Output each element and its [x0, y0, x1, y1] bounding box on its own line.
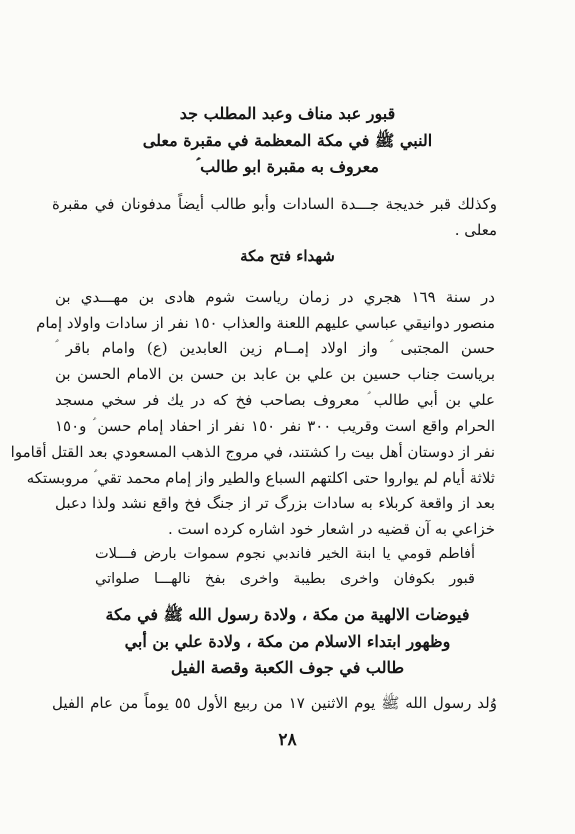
- body-line-7: نفر از دوستان أهل بيت را كشتند، في مروج الذهب المسعودي بعد القتل أقاموا: [10, 443, 495, 461]
- poem-line-1-second-hemistich: نجوم سموات بارض فـــلات: [95, 546, 266, 562]
- poem-line-1: [95, 546, 475, 562]
- body-line-9: بعد از واقعة كربلاء به سادات بزرگ تر از جنگ فخ واقع نشد ولذا دعبل: [55, 494, 495, 512]
- body-line-1: در سنة ١٦٩ هجري در زمان رياست شوم هادى بن مهـــدي بن: [55, 288, 495, 306]
- intro-line-2: معلى .: [454, 221, 497, 239]
- poem-line-2-second-hemistich: واخرى بفخ نالهـــا صلواتي: [95, 571, 280, 587]
- subheading-line-2: وظهور ابتداء الاسلام من مكة ، ولادة علي بن أبي: [124, 632, 451, 651]
- body-line-4: بریاست جناب حسين بن علي بن عابد بن حسن بن الامام الحسن بن: [55, 365, 495, 383]
- body-line-3: حسن المجتبى ؑ واز اولاد إمــام زين العابدين (ع) وامام باقر ؑ: [55, 339, 495, 357]
- poem-line-1-first-hemistich: أفاطم قومي يا ابنة الخير فاندبي: [272, 546, 476, 562]
- body-line-2: منصور دوانيقي عباسي عليهم اللعنة والعذاب ١٥٠ نفر از سادات واولاد إمام: [36, 314, 495, 332]
- section-title: شهداء فتح مكة: [240, 247, 335, 265]
- page-number: ٢٨: [278, 730, 297, 750]
- poem-line-2: [95, 571, 475, 587]
- body-line-6: الحرام واقع است وقريب ٣٠٠ نفر ١٥٠ نفر از احفاد إمام حسن ؑ و١٥٠: [55, 417, 496, 435]
- heading-line-1: قبور عبد مناف وعبد المطلب جد: [179, 104, 396, 123]
- intro-line-1: وكذلك قبر خديجة جـــدة السادات وأبو طالب أيضاً مدفونان في مقبرة: [52, 195, 497, 213]
- body-line-10: خزاعي به آن قضيه در اشعار خود اشاره كرده است .: [167, 520, 495, 538]
- heading-line-2: النبي ﷺ في مكة المعظمة في مقبرة معلى: [142, 131, 433, 150]
- poem-line-2-first-hemistich: قبور بكوفان واخرى بطيبة: [293, 571, 475, 587]
- subheading-line-3: طالب في جوف الكعبة وقصة الفيل: [170, 658, 405, 677]
- body-line-5: علي بن أبي طالب ؑ معروف بصاحب فخ كه در يك فر سخي مسجد: [55, 391, 495, 409]
- body-line-8: ثلاثة أيام لم يواروا حتى اكلتهم السباع والطير واز إمام محمد تقي ؑ مروبستكه: [26, 469, 495, 487]
- heading-line-3: معروف به مقبرة ابو طالب ؑ: [196, 157, 379, 176]
- final-paragraph-line: وُلد رسول الله ﷺ يوم الاثنين ١٧ من ربيع الأول ٥٥ يوماً من عام الفيل: [52, 694, 497, 712]
- subheading-line-1: فيوضات الالهية من مكة ، ولادة رسول الله ﷺ في مكة: [105, 605, 470, 624]
